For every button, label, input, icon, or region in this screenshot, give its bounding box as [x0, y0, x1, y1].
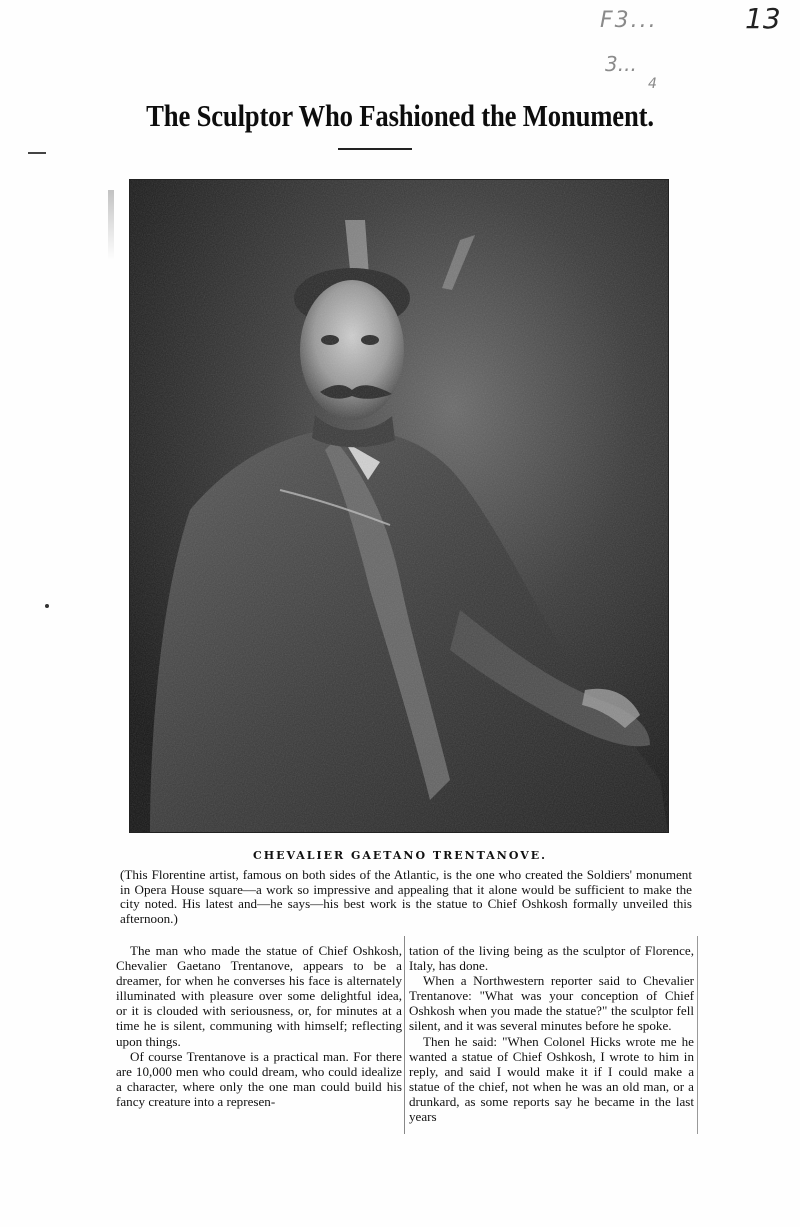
headline-rule: [338, 148, 412, 150]
article-paragraph: Then he said: "When Colonel Hicks wrote me he wanted a statue of Chief Oshkosh, I wrote to him in reply, and said I would make it if I could make a statue of the chief, not when he was an old man, or a drunkard, as some reports say he became in the last years: [409, 1033, 694, 1125]
article-paragraph: The man who made the statue of Chief Oshkosh, Chevalier Gaetano Trentanove, appears to be a dreamer, for when he converses his face is alternately illuminated with pleasure over some delightful idea, or it is clouded with seriousness, or, for minutes at a time he is silent, communing with himself; reflecting upon things.: [116, 943, 402, 1049]
scan-edge-shadow: [108, 190, 114, 260]
photo-caption-text: [120, 868, 692, 926]
page-number: 13: [745, 2, 781, 35]
article-paragraph-continued: tation of the living being as the sculptor of Florence, Italy, has done.: [409, 943, 694, 974]
photo-caption-name: CHEVALIER GAETANO TRENTANOVE.: [253, 849, 547, 862]
article-paragraph: When a Northwestern reporter said to Chevalier Trentanove: "What was your conception of Chief Oshkosh when you made the statue?" the sculptor fell silent, and it was several minutes before he spoke.: [409, 973, 694, 1034]
article-left-column: [116, 943, 402, 1109]
margin-dot: [45, 604, 49, 608]
headline: The Sculptor Who Fashioned the Monument.: [146, 98, 654, 133]
pencil-annotation-1: F3...: [600, 8, 658, 33]
pencil-annotation-2: 3...: [605, 52, 637, 76]
caption-paragraph: (This Florentine artist, famous on both sides of the Atlantic, is the one who created the Soldiers' monument in Opera House square—a work so impressive and appealing that it alone would be sufficient to make the city noted. His latest and—he says—his best work is the statue to Chief Oshkosh formally unveiled this afternoon.): [120, 867, 692, 926]
article-paragraph: Of course Trentanove is a practical man. For there are 10,000 men who could dream, who could idealize a character, where only the one man could build his fancy creature into a represen-: [116, 1048, 402, 1109]
column-edge: [697, 936, 698, 1134]
article-right-column: [409, 943, 694, 1124]
pencil-annotation-3: 4: [648, 76, 657, 92]
portrait-photograph: [130, 180, 668, 832]
column-divider: [404, 936, 405, 1134]
margin-mark: [28, 152, 46, 154]
